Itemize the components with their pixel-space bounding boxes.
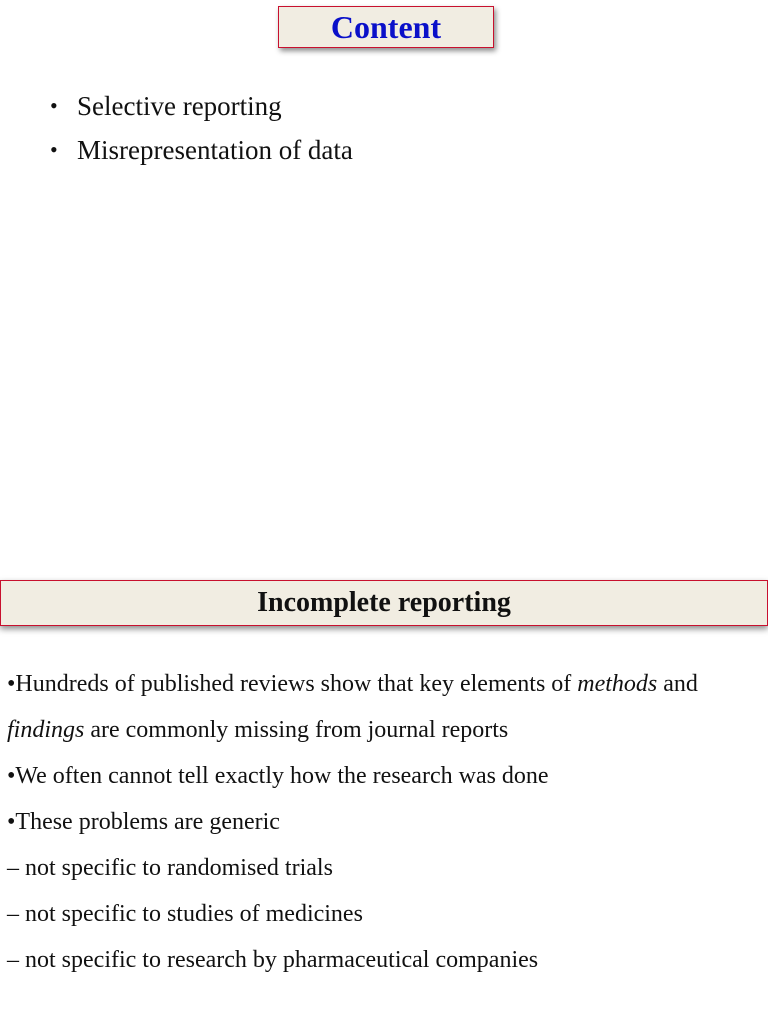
body-line — [7, 707, 763, 753]
slide-body — [7, 661, 763, 983]
body-line: •These problems are generic — [7, 809, 280, 835]
sub-point: – not specific to studies of medicines — [7, 901, 363, 927]
text-segment: •Hundreds of published reviews show that key elements of — [7, 671, 578, 697]
slide-title: Incomplete reporting — [257, 587, 511, 618]
slide-incomplete-reporting — [0, 570, 768, 1024]
list-item — [50, 84, 353, 128]
sub-point: – not specific to randomised trials — [7, 855, 333, 881]
body-line: •We often cannot tell exactly how the research was done — [7, 763, 549, 789]
bullet-text: Misrepresentation of data — [77, 135, 353, 165]
list-item — [50, 128, 353, 172]
bullet-text: Selective reporting — [77, 91, 282, 121]
emphasis-text: methods — [577, 671, 658, 697]
title-box — [278, 6, 494, 48]
text-segment: are commonly missing from journal reports — [84, 717, 509, 743]
sub-point: – not specific to research by pharmaceutical companies — [7, 947, 539, 973]
bullet-list — [50, 84, 353, 172]
text-segment: and — [657, 671, 698, 697]
emphasis-text: findings — [7, 717, 85, 743]
bullet-icon: • — [50, 137, 58, 162]
slide-title: Content — [330, 9, 442, 45]
title-box — [0, 580, 768, 626]
body-line — [7, 661, 763, 707]
bullet-icon: • — [50, 93, 58, 118]
